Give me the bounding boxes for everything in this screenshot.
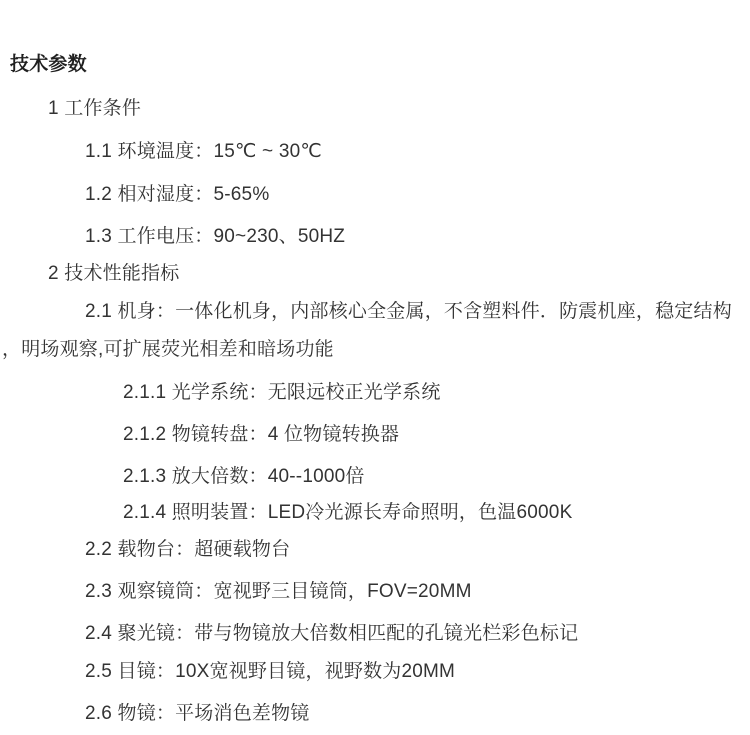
- line-working-voltage: 1.3 工作电压：90~230、50HZ: [85, 226, 346, 247]
- line-working-conditions: 1 工作条件: [48, 98, 142, 119]
- line-magnification: 2.1.3 放大倍数：40--1000倍: [123, 466, 365, 487]
- line-relative-humidity: 1.2 相对湿度：5-65%: [85, 184, 270, 205]
- line-performance-specs: 2 技术性能指标: [48, 263, 180, 284]
- line-condenser: 2.4 聚光镜：带与物镜放大倍数相匹配的孔镜光栏彩色标记: [85, 623, 579, 644]
- line-ambient-temperature: 1.1 环境温度：15℃ ~ 30℃: [85, 141, 322, 162]
- line-nosepiece: 2.1.2 物镜转盘：4 位物镜转换器: [123, 424, 400, 445]
- line-body-frame-wrap: ，明场观察,可扩展荧光相差和暗场功能: [2, 339, 334, 360]
- page-title: 技术参数: [10, 54, 87, 75]
- line-observation-tube: 2.3 观察镜筒：宽视野三目镜筒，FOV=20MM: [85, 581, 472, 602]
- line-body-frame: 2.1 机身：一体化机身，内部核心全金属，不含塑料件．防震机座，稳定结构: [85, 301, 732, 322]
- line-objective: 2.6 物镜：平场消色差物镜: [85, 703, 310, 724]
- line-eyepiece: 2.5 目镜：10X宽视野目镜，视野数为20MM: [85, 661, 456, 682]
- line-optical-system: 2.1.1 光学系统：无限远校正光学系统: [123, 382, 441, 403]
- line-stage: 2.2 载物台：超硬载物台: [85, 539, 291, 560]
- line-illumination: 2.1.4 照明装置：LED冷光源长寿命照明，色温6000K: [123, 502, 573, 523]
